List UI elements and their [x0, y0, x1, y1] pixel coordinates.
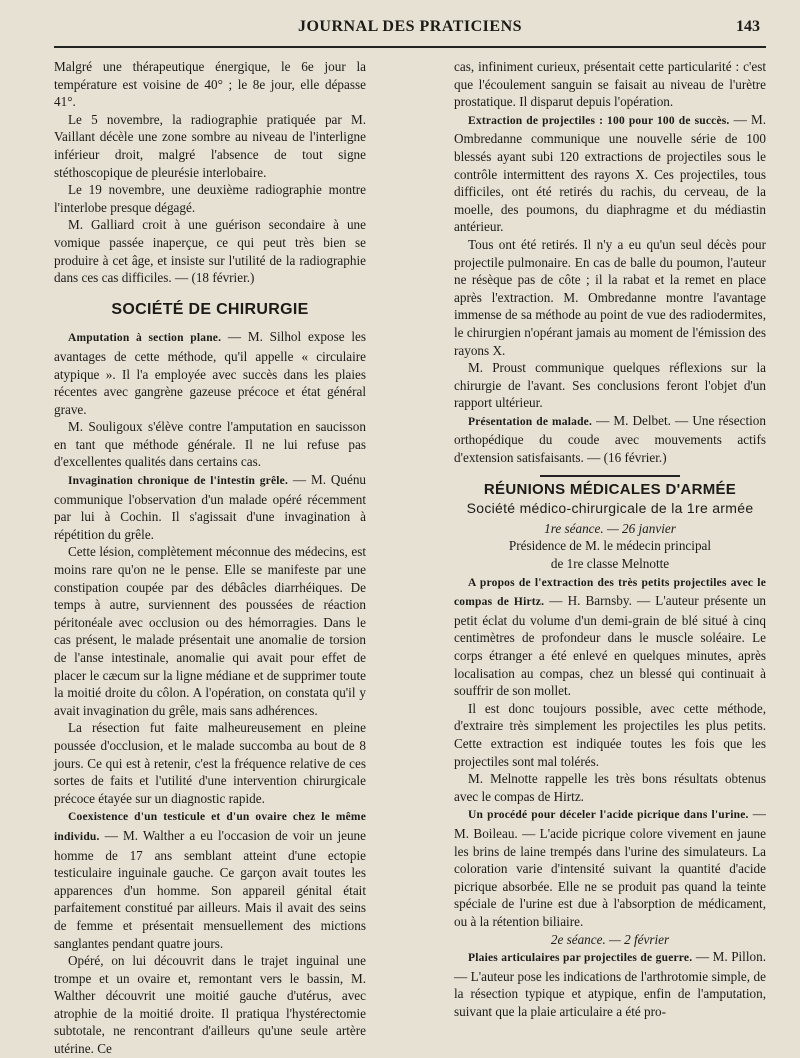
- text-hirtz: — H. Barnsby. — L'auteur présente un petit éclat du volume d'un demi-grain de blé situé à cinq centimètres de profondeur dans le muscle soléaire. Le corps étranger a été enlevé en quelques minutes, après localisation au compas, chez un blessé qui continuait à souffrir de son mollet.: [454, 593, 767, 699]
- journal-title: JOURNAL DES PRATICIENS: [297, 18, 523, 35]
- text-presentation: — M. Delbet. — Une résection orthopédique du coude avec mouvements actifs d'extension satisfaisants. — (16 février.): [454, 412, 766, 466]
- seance-2-heading: 2e séance. — 2 février: [550, 931, 670, 947]
- text-amputation: — M. Silhol expose les avantages de cette méthode, qu'il appelle « circulaire atypique ». Il l'a employée avec succès dans les plaies récentes avec gangrène gazeuse précoce et état général grave.: [54, 329, 366, 417]
- rubric-invagination: Invagination chronique de l'intestin grêle.: [68, 475, 289, 488]
- right-column: [454, 58, 766, 1058]
- paragraph-opere: Opéré, on lui découvrit dans le trajet inguinal une trompe et un ovaire et, remontant vers le bassin, M. Walther découvrit une moitié gauche d'utérus, avec atrophie de la moitié droite. Il pratiqua l'hystérectomie subtotale, ne rencontrant d'ailleurs qu'une seule artère utérine. Ce: [54, 953, 366, 1057]
- entry-coexistence: [54, 807, 366, 952]
- page-number: 143: [736, 18, 760, 35]
- rubric-presentation: Présentation de malade.: [468, 415, 593, 428]
- society-subtitle: Société médico-chirurgicale de la 1re armée: [466, 500, 754, 517]
- section-divider: [540, 475, 680, 477]
- rubric-extraction: Extraction de projectiles : 100 pour 100 de succès.: [468, 114, 730, 127]
- section-title-societe-chirurgie: SOCIÉTÉ DE CHIRURGIE: [111, 300, 309, 318]
- paragraph-possible: Il est donc toujours possible, avec cette méthode, d'extraire très simplement les projectiles les plus petits. Cette extraction est indiquée toutes les fois que les projectiles sont mal tolérés.: [454, 700, 766, 769]
- text-invagination: — M. Quénu communique l'observation d'un malade opéré récemment par lui à Cochin. Il s'agissait d'une invagination à répétition du grêle.: [54, 472, 367, 542]
- rubric-picrique: Un procédé pour déceler l'acide picrique dans l'urine.: [468, 809, 749, 822]
- two-column-body: [54, 58, 766, 1058]
- rubric-plaies: Plaies articulaires par projectiles de guerre.: [468, 952, 693, 965]
- paragraph-melnotte: M. Melnotte rappelle les très bons résultats obtenus avec le compas de Hirtz.: [454, 771, 766, 804]
- entry-picrique: [454, 805, 766, 930]
- seance-1-heading: 1re séance. — 26 janvier: [544, 520, 676, 536]
- paragraph-continuation: cas, infiniment curieux, présentait cette particularité : c'est que l'écoulement sanguin se faisait au niveau de l'urètre prostatique. Il disparut depuis l'opération.: [454, 59, 766, 110]
- paragraph-resection: La résection fut faite malheureusement en pleine poussée d'occlusion, et le malade succomba au bout de 8 jours. Ce qui est à retenir, c'est la fréquence relative de ces sortes de faits et l'utilité d'une intervention chirurgicale précoce étayée sur un diagnostic rapide.: [54, 720, 366, 806]
- left-column: [54, 58, 366, 1058]
- text-plaies: — M. Pillon. — L'auteur pose les indications de l'arthrotomie simple, de la résection typique et atypique, enfin de l'amputation, suivant que la plaie articulaire a été pro-: [454, 949, 766, 1019]
- text-picrique: — M. Boileau. — L'acide picrique colore vivement en jaune les brins de laine trempés dans l'urine des simulateurs. La coloration varie d'intensité suivant la quantité d'acide picrique absorbée. Elle ne se produit pas quand la teinte spéciale de l'urine est due à l'absorption de médicament, ou à la rétention biliaire.: [454, 806, 766, 929]
- paragraph-galliard: M. Galliard croit à une guérison secondaire à une vomique passée inaperçue, ce qui peut très bien se produire à cet âge, et insiste sur l'utilité de la radiographie dans ces cas difficiles. — (18 février.): [54, 217, 366, 286]
- entry-invagination: [54, 471, 366, 543]
- presidence-line-2: de 1re classe Melnotte: [550, 556, 670, 572]
- running-header: [54, 18, 766, 44]
- entry-presentation: [454, 412, 766, 467]
- header-rule: [54, 46, 766, 48]
- paragraph-fever: Malgré une thérapeutique énergique, le 6e jour la température est voisine de 40° ; le 8e jour, elle dépasse 41°.: [54, 59, 366, 110]
- entry-amputation: [54, 328, 366, 418]
- entry-plaies: [454, 948, 766, 1020]
- presidence-line-1: Présidence de M. le médecin principal: [508, 538, 712, 554]
- text-extraction: — M. Ombredanne communique une nouvelle série de 100 blessés ayant subi 120 extractions de projectiles sous le contrôle intermittent des rayons X. Ces projectiles, tous difficiles, ont été retirés du rachis, du cerveau, de la moelle, des poumons, du diaphragme et du médiastin antérieur.: [454, 111, 766, 235]
- paragraph-souligoux: M. Souligoux s'élève contre l'amputation en saucisson en tant que méthode générale. Il ne lui refuse pas d'excellentes qualités dans certains cas.: [54, 419, 366, 470]
- text-coexistence: — M. Walther a eu l'occasion de voir un jeune homme de 17 ans semblant atteint d'une ectopie testiculaire inguinale gauche. Ce garçon avait toutes les apparences d'un homme. Son appareil génital était parfaitement constitué par ailleurs. Mais il avait des seins de femme et présentait mensuellement des mictions sanglantes pendant quatre jours.: [54, 827, 366, 951]
- paragraph-second-radiography: Le 19 novembre, une deuxième radiographie montre l'interlobe presque dégagé.: [54, 182, 366, 215]
- rubric-coexistence: Coexistence d'un testicule et d'un ovaire chez le même individu.: [54, 811, 366, 843]
- section-title-reunions: RÉUNIONS MÉDICALES D'ARMÉE: [483, 480, 737, 498]
- entry-extraction: [454, 111, 766, 236]
- paragraph-lesion: Cette lésion, complètement méconnue des médecins, est moins rare qu'on ne le pense. Elle se manifeste par une constipation coupée par des débâcles diarrhéiques. De temps à autre, surviennent des poussées de réaction péritonéale avec occlusion ou des hémorragies. Dans le cas présent, le malade présentait une anomalie de torsion de l'anse intestinale, anomalie qui avait pour effet de placer le cæcum sur la ligne médiane et de supprimer toute la moitié droite du côlon. A l'opération, on constata qu'il y avait invagination du grêle, mais sans adhérences.: [54, 544, 366, 718]
- paragraph-tous-retires: Tous ont été retirés. Il n'y a eu qu'un seul décès pour projectile pulmonaire. En cas de balle du poumon, l'auteur ne résèque pas de côte ; il la rabat et la remet en place après l'extraction. M. Ombredanne montre l'avantage immense de sa méthode au point de vue des radiodermites, le chirurgien n'opérant jamais au moment de l'émission des rayons X.: [454, 236, 766, 358]
- paragraph-radiography: Le 5 novembre, la radiographie pratiquée par M. Vaillant décèle une zone sombre au niveau de l'interligne inférieur droit, malgré l'absence de tout signe stéthoscopique de pleurésie interlobaire.: [54, 111, 366, 180]
- paragraph-proust: M. Proust communique quelques réflexions sur la chirurgie de l'avant. Ses conclusions feront l'objet d'un rapport ultérieur.: [454, 360, 766, 411]
- entry-hirtz: [454, 573, 766, 700]
- rubric-hirtz: A propos de l'extraction des très petits projectiles avec le compas de Hirtz.: [454, 576, 766, 609]
- rubric-amputation: Amputation à section plane.: [68, 332, 222, 345]
